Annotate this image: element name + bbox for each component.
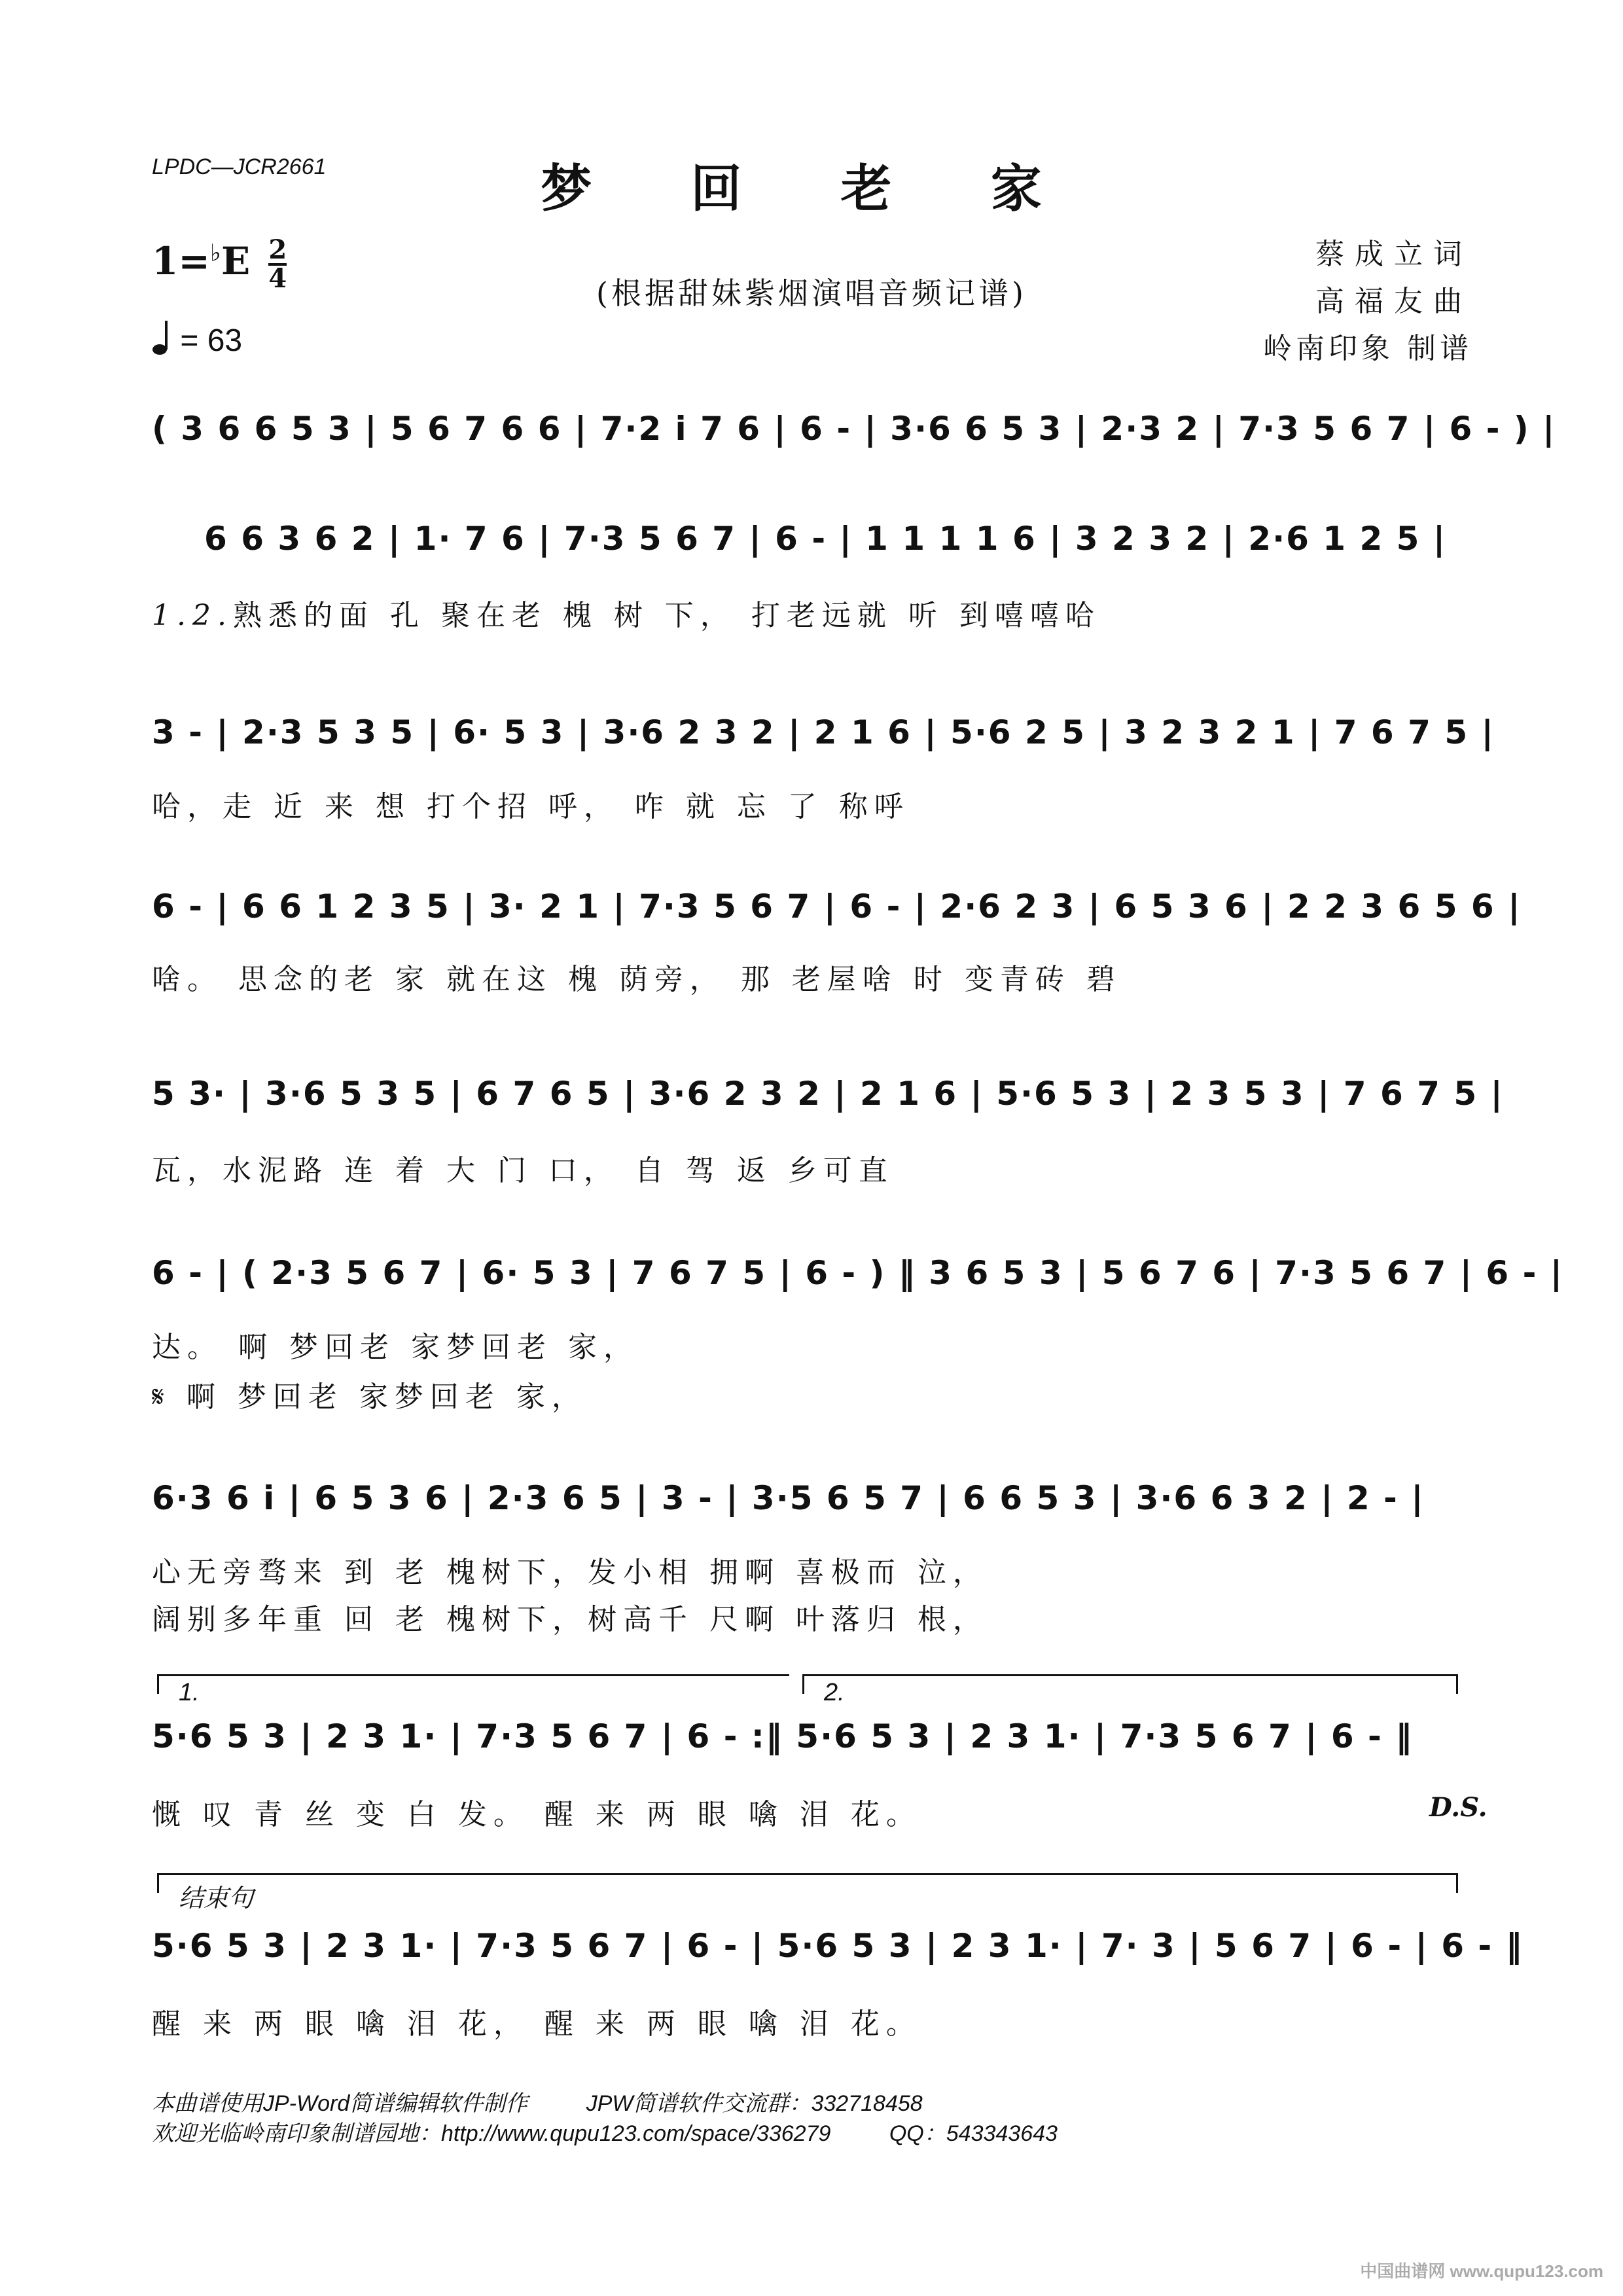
segno-icon: 𝄋: [152, 1380, 171, 1414]
footer-line-2: [152, 2115, 1058, 2147]
footer-website: 欢迎光临岭南印象制谱园地：http://www.qupu123.com/space/336279: [152, 2121, 831, 2146]
lyric-line-4: 瓦，水泥路 连 着 大 门 口， 自 驾 返 乡可直: [152, 1154, 894, 1187]
lyric-line-1: [152, 592, 1471, 634]
score-line-2: 6 6 3 6 2 | 1· 7 6 | 7·3 5 6 7 | 6 - | 1 1 1 1 6 | 3 2 3 2 | 2·6 1 2 5 |: [204, 520, 1447, 558]
volta-1-bracket: 1.: [157, 1674, 789, 1694]
footer-qq: QQ：543343643: [889, 2121, 1058, 2146]
footer-software: 本曲谱使用JP-Word简谱编辑软件制作: [152, 2091, 528, 2116]
lyric-line-10: 醒 来 两 眼 噙 泪 花， 醒 来 两 眼 噙 泪 花。: [152, 2007, 921, 2041]
score-code: LPDC—JCR2661: [152, 154, 327, 179]
lyric-text: 啊 梦回老 家梦回老 家，: [170, 1380, 587, 1414]
song-title: 梦 回 老 家: [541, 159, 1082, 219]
footer-line-1: [152, 2085, 923, 2117]
tempo-marking: [152, 319, 242, 359]
score-line-8: 5·6 5 3 | 2 3 1· | 7·3 5 6 7 | 6 - :‖ 5·6 5 3 | 2 3 1· | 7·3 5 6 7 | 6 - ‖: [152, 1717, 1414, 1755]
lyric-text: 熟悉的面 孔 聚在老 槐 树 下， 打老远就 听 到嘻嘻哈: [232, 599, 1101, 632]
time-signature: [268, 234, 287, 294]
score-line-1: ( 3 6 6 5 3 | 5 6 7 6 6 | 7·2 i 7 6 | 6 - | 3·6 6 5 3 | 2·3 2 | 7·3 5 6 7 | 6 - ) |: [152, 410, 1556, 448]
lyric-line-6: [152, 1373, 1471, 1415]
score-line-3: 3 - | 2·3 5 3 5 | 6· 5 3 | 3·6 2 3 2 | 2 1 6 | 5·6 2 5 | 3 2 3 2 1 | 7 6 7 5 |: [152, 713, 1495, 751]
score-line-9: 5·6 5 3 | 2 3 1· | 7·3 5 6 7 | 6 - | 5·6 5 3 | 2 3 1· | 7· 3 | 5 6 7 | 6 - | 6 - ‖: [152, 1927, 1524, 1965]
transcriber: 岭南印象 制谱: [1263, 332, 1472, 365]
key-signature: [152, 234, 287, 294]
tempo-value: = 63: [180, 323, 243, 358]
time-bottom: 4: [268, 263, 287, 294]
composer: 高福友曲: [1315, 285, 1472, 318]
volta-2-bracket: 2.: [802, 1674, 1458, 1694]
lyric-line-2: 哈，走 近 来 想 打个招 呼， 咋 就 忘 了 称呼: [152, 790, 910, 823]
flat-icon: ♭: [209, 239, 221, 267]
lyric-line-8: 阔别多年重 回 老 槐树下，树高千 尺啊 叶落归 根，: [152, 1603, 988, 1636]
time-top: 2: [268, 234, 287, 265]
key-prefix: 1=: [152, 239, 210, 283]
watermark: 中国曲谱网 www.qupu123.com: [1360, 2261, 1603, 2281]
ds-marking: D.S.: [1429, 1792, 1488, 1823]
ending-bracket: 结束句: [157, 1873, 1458, 1893]
score-line-5: 5 3· | 3·6 5 3 5 | 6 7 6 5 | 3·6 2 3 2 | 2 1 6 | 5·6 5 3 | 2 3 5 3 | 7 6 7 5 |: [152, 1075, 1504, 1113]
score-line-7: 6·3 6 i | 6 5 3 6 | 2·3 6 5 | 3 - | 3·5 6 5 7 | 6 6 5 3 | 3·6 6 3 2 | 2 - |: [152, 1479, 1425, 1517]
footer-group: JPW简谱软件交流群：332718458: [586, 2091, 923, 2116]
song-subtitle: (根据甜妹紫烟演唱音频记谱): [596, 276, 1027, 311]
lyric-line-3: 啥。 思念的老 家 就在这 槐 荫旁， 那 老屋啥 时 变青砖 碧: [152, 963, 1122, 996]
lyricist: 蔡成立词: [1315, 238, 1472, 271]
verse-number: 1.2.: [152, 599, 233, 632]
score-line-4: 6 - | 6 6 1 2 3 5 | 3· 2 1 | 7·3 5 6 7 | 6 - | 2·6 2 3 | 6 5 3 6 | 2 2 3 6 5 6 |: [152, 888, 1522, 925]
key-note: E: [221, 239, 251, 283]
quarter-note-icon: [152, 319, 171, 356]
lyric-line-7: 心无旁骛来 到 老 槐树下，发小相 拥啊 喜极而 泣，: [152, 1556, 988, 1589]
lyric-line-5: 达。 啊 梦回老 家梦回老 家，: [152, 1331, 639, 1364]
score-line-6: 6 - | ( 2·3 5 6 7 | 6· 5 3 | 7 6 7 5 | 6 - ) ‖ 3 6 5 3 | 5 6 7 6 | 7·3 5 6 7 | 6 - |: [152, 1254, 1564, 1292]
lyric-line-9: 慨 叹 青 丝 变 白 发。 醒 来 两 眼 噙 泪 花。: [152, 1798, 921, 1831]
